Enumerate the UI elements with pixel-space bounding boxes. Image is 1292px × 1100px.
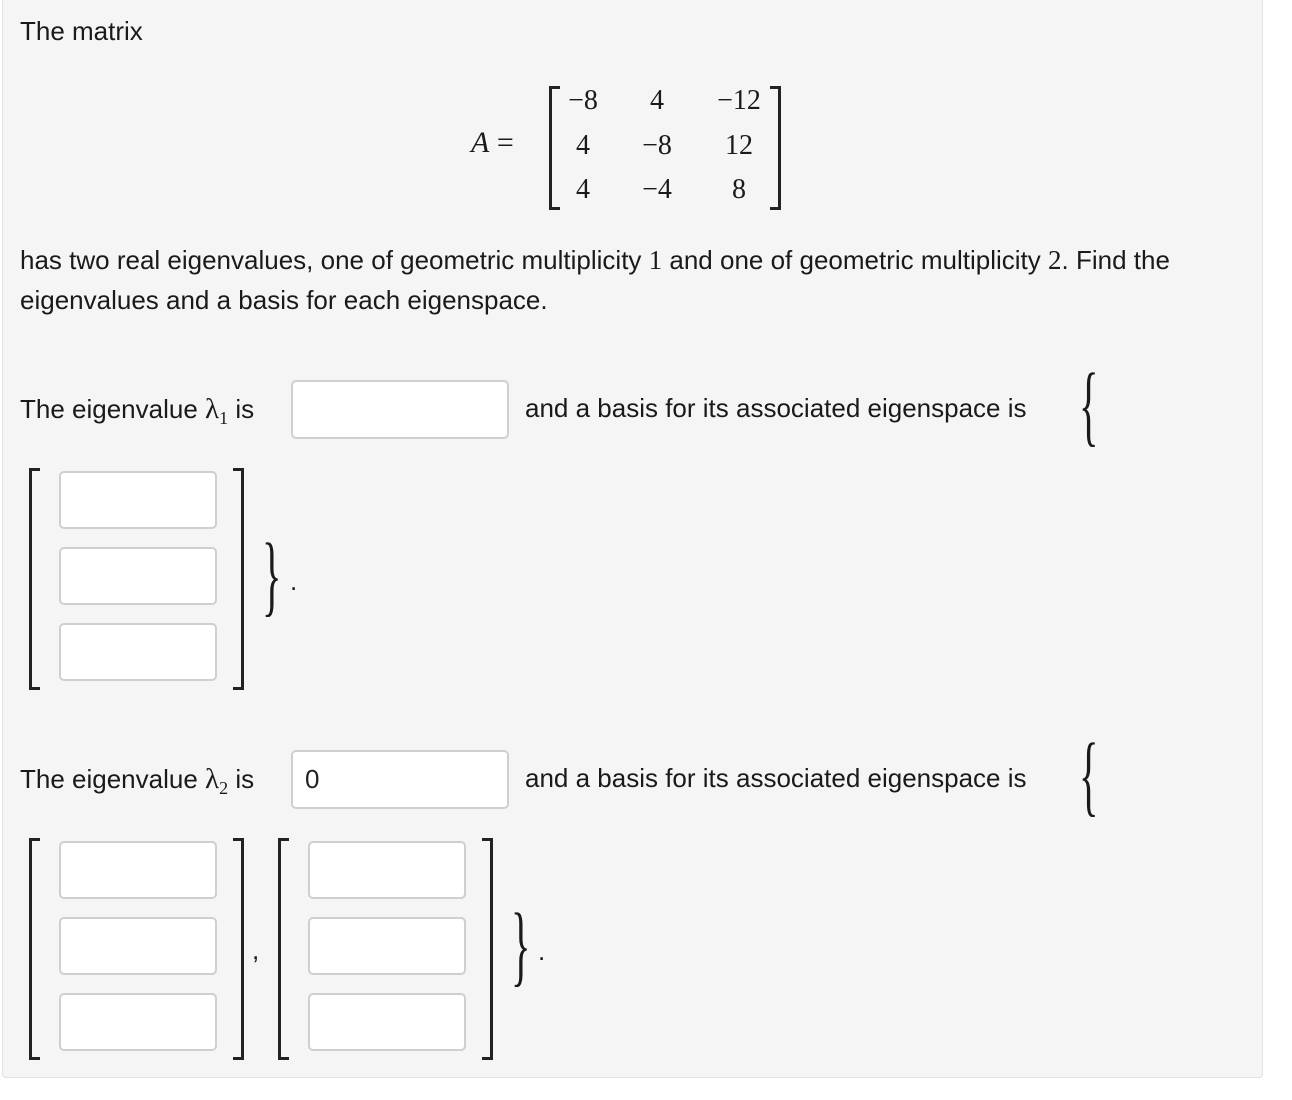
vector2a-left-bracket bbox=[29, 838, 40, 1060]
eigenspace2-open-brace: { bbox=[1079, 726, 1099, 825]
eigenvalue2-input[interactable]: 0 bbox=[291, 750, 509, 809]
eigenspace2-close-brace: } bbox=[511, 896, 531, 995]
lambda-symbol: λ bbox=[205, 763, 220, 795]
eigenspace1-text: and a basis for its associated eigenspace is bbox=[525, 393, 1027, 423]
matrix-cell: −8 bbox=[642, 130, 672, 161]
vector2a-right-bracket bbox=[233, 838, 244, 1060]
matrix-cell: −8 bbox=[568, 85, 598, 116]
intro-label: The matrix bbox=[20, 16, 143, 46]
matrix-cell: −12 bbox=[717, 85, 761, 116]
matrix-cell: −4 bbox=[642, 174, 672, 205]
vector2b-left-bracket bbox=[278, 838, 289, 1060]
eigenspace1-open-brace: { bbox=[1079, 356, 1099, 455]
vector2a-entry-input[interactable] bbox=[59, 993, 217, 1051]
vector2a-entry-input[interactable] bbox=[59, 841, 217, 899]
lambda-subscript: 2 bbox=[219, 778, 229, 798]
matrix-equals: = bbox=[496, 126, 514, 159]
vector1-entry-input[interactable] bbox=[59, 547, 217, 605]
lambda-symbol: λ bbox=[205, 393, 220, 425]
vector2b-right-bracket bbox=[482, 838, 493, 1060]
eigenvalue1-suffix: is bbox=[228, 394, 255, 424]
vector1-entry-input[interactable] bbox=[59, 471, 217, 529]
description-text: . Find the eigenvalues and a basis for each eigenspace. bbox=[20, 245, 1170, 315]
lambda-subscript: 1 bbox=[219, 408, 229, 428]
eigenvalue1-prefix: The eigenvalue bbox=[20, 394, 206, 424]
multiplicity-two: 2 bbox=[1048, 245, 1062, 275]
description-text: and one of geometric multiplicity bbox=[662, 245, 1049, 275]
eigenspace1-period: . bbox=[290, 566, 298, 596]
eigenvalue2-prefix: The eigenvalue bbox=[20, 764, 206, 794]
vector1-left-bracket bbox=[29, 468, 40, 690]
eigenspace1-close-brace: } bbox=[262, 526, 282, 625]
description-text: has two real eigenvalues, one of geometric multiplicity bbox=[20, 245, 649, 275]
matrix-cell: 12 bbox=[725, 130, 753, 161]
vector2b-entry-input[interactable] bbox=[308, 917, 466, 975]
eigenspace2-text: and a basis for its associated eigenspace is bbox=[525, 763, 1027, 793]
vector2b-entry-input[interactable] bbox=[308, 841, 466, 899]
eigenvalue2-label bbox=[20, 763, 254, 796]
vector1-entry-input[interactable] bbox=[59, 623, 217, 681]
eigenvalue2-suffix: is bbox=[228, 764, 255, 794]
vector2a-entry-input[interactable] bbox=[59, 917, 217, 975]
multiplicity-one: 1 bbox=[648, 245, 663, 275]
problem-description bbox=[20, 240, 1245, 320]
eigenspace2-period: . bbox=[538, 936, 546, 966]
matrix-name: A bbox=[471, 126, 490, 159]
matrix-cell: 4 bbox=[650, 85, 664, 116]
matrix-label bbox=[471, 126, 514, 160]
vector2b-entry-input[interactable] bbox=[308, 993, 466, 1051]
matrix-cell: 8 bbox=[732, 174, 746, 205]
matrix-cell: 4 bbox=[576, 174, 590, 205]
matrix-cell: 4 bbox=[576, 130, 590, 161]
eigenvalue1-input[interactable] bbox=[291, 380, 509, 439]
eigenvalue1-label bbox=[20, 393, 254, 426]
vector1-right-bracket bbox=[233, 468, 244, 690]
vector-separator: , bbox=[252, 935, 260, 965]
